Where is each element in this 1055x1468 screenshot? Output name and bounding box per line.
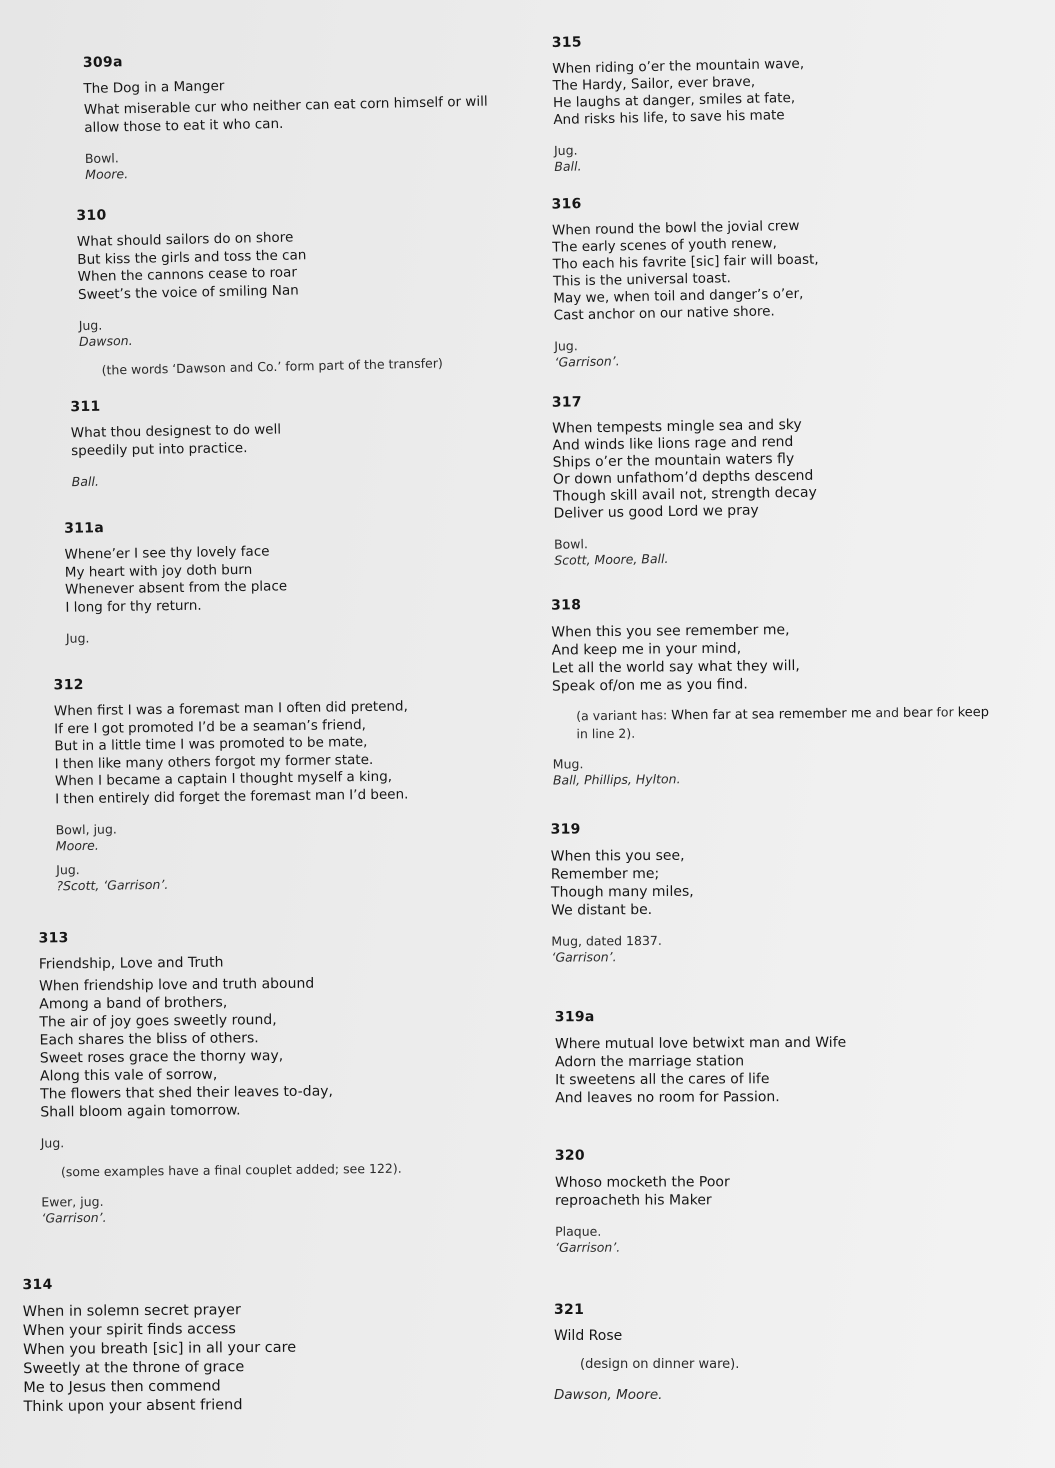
verse-line: May we, when toil and danger’s o’er, <box>553 285 804 307</box>
entry-meta <box>551 930 1031 965</box>
entry-meta <box>72 466 552 490</box>
entry-meta <box>553 751 1043 788</box>
verse-line: Though skill avail not, strength decay <box>553 484 817 505</box>
verse <box>551 618 1042 695</box>
verse-line: Among a band of brothers, <box>39 994 228 1013</box>
entry-number: 311a <box>64 520 105 537</box>
verse <box>23 1299 504 1417</box>
entry-meta-2 <box>41 1189 521 1226</box>
verse-line: Though many miles, <box>550 883 694 901</box>
verse-line: When you breath [sic] in all your care <box>22 1339 297 1359</box>
verse-line: Adorn the marriage station <box>554 1053 745 1071</box>
verse-line: When this you see remember me, <box>551 622 790 641</box>
object-type: Jug. <box>65 630 90 646</box>
object-type: Mug, dated 1837. <box>551 932 662 949</box>
entry-number: 311 <box>70 398 101 416</box>
entry-313 <box>38 925 521 1226</box>
entry-319 <box>551 818 1032 965</box>
verse-line: But kiss the girls and toss the can <box>77 246 307 268</box>
entry-title: Wild Rose <box>554 1328 623 1344</box>
verse-line: Sweetly at the throne of grace <box>23 1359 245 1378</box>
note-variant: keep <box>957 704 990 721</box>
verse-line: Cast anchor on our native shore. <box>553 303 775 324</box>
verse-line: Or down unfathom’d depths descend <box>552 467 814 488</box>
makers: Ball. <box>71 473 99 490</box>
entry-meta <box>79 308 560 350</box>
verse-line: Deliver us good Lord we pray <box>553 502 759 522</box>
verse <box>39 972 520 1121</box>
verse-line: We distant be. <box>551 901 653 919</box>
verse-line: When friendship love and truth abound <box>38 975 315 995</box>
makers: Dawson, Moore. <box>554 1387 663 1403</box>
verse-line: When your spirit finds access <box>22 1321 237 1340</box>
entry-meta <box>66 623 546 647</box>
object-type: Jug. <box>554 338 578 354</box>
verse-line: When the cannons cease to roar <box>77 264 298 286</box>
entry-312 <box>54 671 537 895</box>
verse-line: Sweet’s the voice of smiling Nan <box>77 281 299 303</box>
makers: Ball. <box>554 158 582 175</box>
verse-line: My heart with joy doth burn <box>64 561 253 581</box>
verse-line: And keep me in your mind, <box>551 640 742 659</box>
entry-number: 315 <box>551 34 583 52</box>
verse-line: What should sailors do on shore <box>76 229 294 251</box>
verse-line: When tempests mingle sea and sky <box>552 416 802 437</box>
verse <box>71 417 552 460</box>
entry-319a <box>555 1007 1036 1108</box>
makers: Dawson. <box>78 332 133 350</box>
verse-line: Shall bloom again tomorrow. <box>40 1102 241 1121</box>
object-type: Bowl. <box>84 150 119 167</box>
makers: ‘Garrison’. <box>555 1239 621 1255</box>
verse-line: When I became a captain I thought myself a king, <box>54 768 393 790</box>
entry-meta <box>554 1387 1034 1403</box>
entry-311 <box>70 391 552 490</box>
entry-number: 316 <box>551 196 582 213</box>
verse-line: What miserable cur who neither can eat corn himself or will <box>83 93 488 119</box>
verse <box>64 539 545 617</box>
verse-line: Where mutual love betwixt man and Wife <box>554 1034 847 1053</box>
verse <box>555 1172 1035 1210</box>
verse-line: When round the bowl the jovial crew <box>551 217 800 239</box>
verse-line: This is the universal toast. <box>552 270 732 290</box>
object-type: Jug. <box>553 142 578 159</box>
verse-line: The flowers that shed their leaves to-day, <box>40 1083 334 1103</box>
verse-line: And leaves no room for Passion. <box>555 1089 780 1107</box>
entry-number: 319a <box>554 1009 595 1026</box>
entry-number: 317 <box>551 394 583 411</box>
note-variant: bear <box>902 705 933 721</box>
verse-line: And risks his life, to save his mate <box>553 107 785 129</box>
verse <box>551 844 1031 919</box>
object-type: Bowl. <box>553 536 589 552</box>
note-text: (a variant has: <box>576 707 672 724</box>
verse-line: And winds like lions rage and rend <box>552 433 794 454</box>
object-type: Bowl, jug. <box>55 821 117 838</box>
verse-line: What thou designest to do well <box>70 421 282 442</box>
entry-number: 321 <box>554 1302 585 1318</box>
object-type: Jug. <box>56 862 80 878</box>
makers: Ball, Phillips, Hylton. <box>552 771 681 788</box>
verse-line: reproacheth his Maker <box>554 1192 712 1209</box>
entry-title: Friendship, Love and Truth <box>38 954 224 973</box>
entry-320 <box>555 1146 1035 1256</box>
verse-line: Whoso mocketh the Poor <box>554 1174 730 1191</box>
note-variant: When far at sea remember me <box>671 706 872 724</box>
makers: ?Scott, ‘Garrison’. <box>56 876 169 894</box>
verse-line: The early scenes of youth renew, <box>552 235 777 256</box>
object-type: Ewer, jug. <box>41 1193 104 1210</box>
editor-note: (design on dinner ware). <box>580 1357 740 1372</box>
makers: ‘Garrison’. <box>41 1209 107 1226</box>
entry-316 <box>551 187 1034 370</box>
verse <box>552 51 1033 129</box>
entry-number: 314 <box>22 1276 53 1294</box>
note-text: and <box>871 704 904 721</box>
entry-314 <box>22 1273 503 1417</box>
verse-line: Ships o’er the mountain waters fly <box>552 450 795 471</box>
object-type: Plaque. <box>555 1223 602 1239</box>
entry-meta <box>41 1130 521 1151</box>
entry-meta-2 <box>56 856 536 895</box>
verse-line: I then entirely did forget the foremast man I’d been. <box>55 785 409 807</box>
entry-310 <box>76 198 559 379</box>
entry-meta <box>56 816 536 855</box>
entry-number: 312 <box>53 676 84 694</box>
entry-meta <box>554 329 1035 370</box>
entry-number: 320 <box>554 1147 585 1164</box>
makers: Moore. <box>55 837 99 854</box>
entry-315 <box>552 25 1035 175</box>
editor-note: (some examples have a final couplet added; see 122). <box>60 1160 402 1180</box>
verse-line: It sweetens all the cares of life <box>555 1071 770 1089</box>
entry-317 <box>552 387 1035 569</box>
verse-line: Me to Jesus then commend <box>23 1378 221 1397</box>
entry-321 <box>554 1302 1034 1403</box>
note-text: in line 2). <box>576 725 636 742</box>
verse-line: He laughs at danger, smiles at fate, <box>552 89 796 112</box>
verse-line: When in solemn secret prayer <box>22 1302 241 1321</box>
entry-meta <box>554 133 1035 175</box>
entry-309a <box>83 45 566 183</box>
makers: ‘Garrison’. <box>554 353 620 370</box>
entry-number: 319 <box>550 821 581 838</box>
verse-line: The Hardy, Sailor, ever brave, <box>552 73 756 95</box>
verse-line: Let all the world say what they will, <box>551 657 800 677</box>
verse-line: Whenever absent from the place <box>64 578 288 598</box>
verse-line: Sweet roses grace the thorny way, <box>39 1047 284 1067</box>
entry-number: 313 <box>38 930 69 947</box>
note-text: for <box>932 704 958 720</box>
verse <box>54 697 535 809</box>
verse-line: When this you see, <box>550 847 685 865</box>
verse-line: Whene’er I see thy lovely face <box>64 543 270 563</box>
entry-meta <box>554 529 1034 569</box>
entry-title: The Dog in a Manger <box>83 78 225 98</box>
object-type: Mug. <box>552 756 584 772</box>
object-type: Jug. <box>78 317 103 334</box>
entry-311a <box>64 513 546 647</box>
verse-line: But in a little time I was promoted to be mate, <box>54 733 368 755</box>
entry-meta <box>555 1222 1035 1256</box>
verse-line: When first I was a foremast man I often did pretend, <box>53 698 408 720</box>
verse-line: Remember me; <box>550 865 660 883</box>
entry-number: 309a <box>82 54 123 72</box>
makers: Scott, Moore, Ball. <box>554 550 669 568</box>
verse-line: If ere I got promoted I’d be a seaman’s friend, <box>54 716 366 737</box>
editor-note <box>576 703 1034 743</box>
verse-line: Think upon your absent friend <box>23 1397 243 1416</box>
entry-number: 310 <box>76 207 107 225</box>
makers: Moore. <box>85 166 129 183</box>
verse-line: allow those to eat it who can. <box>84 115 284 136</box>
entry-meta <box>85 141 566 183</box>
verse <box>77 224 558 304</box>
verse-line: The air of joy goes sweetly round, <box>39 1012 277 1031</box>
verse-line: Along this vale of sorrow, <box>39 1066 218 1085</box>
verse-line: Each shares the bliss of others. <box>39 1030 259 1049</box>
entry-number: 318 <box>551 597 582 614</box>
verse <box>84 92 565 137</box>
verse-line: I long for thy return. <box>65 597 202 616</box>
verse <box>552 413 1034 523</box>
verse-line: Speak of/on me as you find. <box>551 676 748 695</box>
verse-line: speedily put into practice. <box>71 439 248 459</box>
verse <box>552 213 1034 324</box>
verse <box>555 1033 1035 1108</box>
editor-note: (the words ‘Dawson and Co.’ form part of the transfer) <box>101 355 443 378</box>
makers: ‘Garrison’. <box>551 949 617 965</box>
verse-line: Tho each his favrite [sic] fair will boast, <box>552 251 819 273</box>
entry-318 <box>551 592 1043 788</box>
object-type: Jug. <box>40 1135 65 1151</box>
verse-line: When riding o’er the mountain wave, <box>552 55 805 78</box>
verse-line: I then like many others forgot my former state. <box>54 751 374 772</box>
